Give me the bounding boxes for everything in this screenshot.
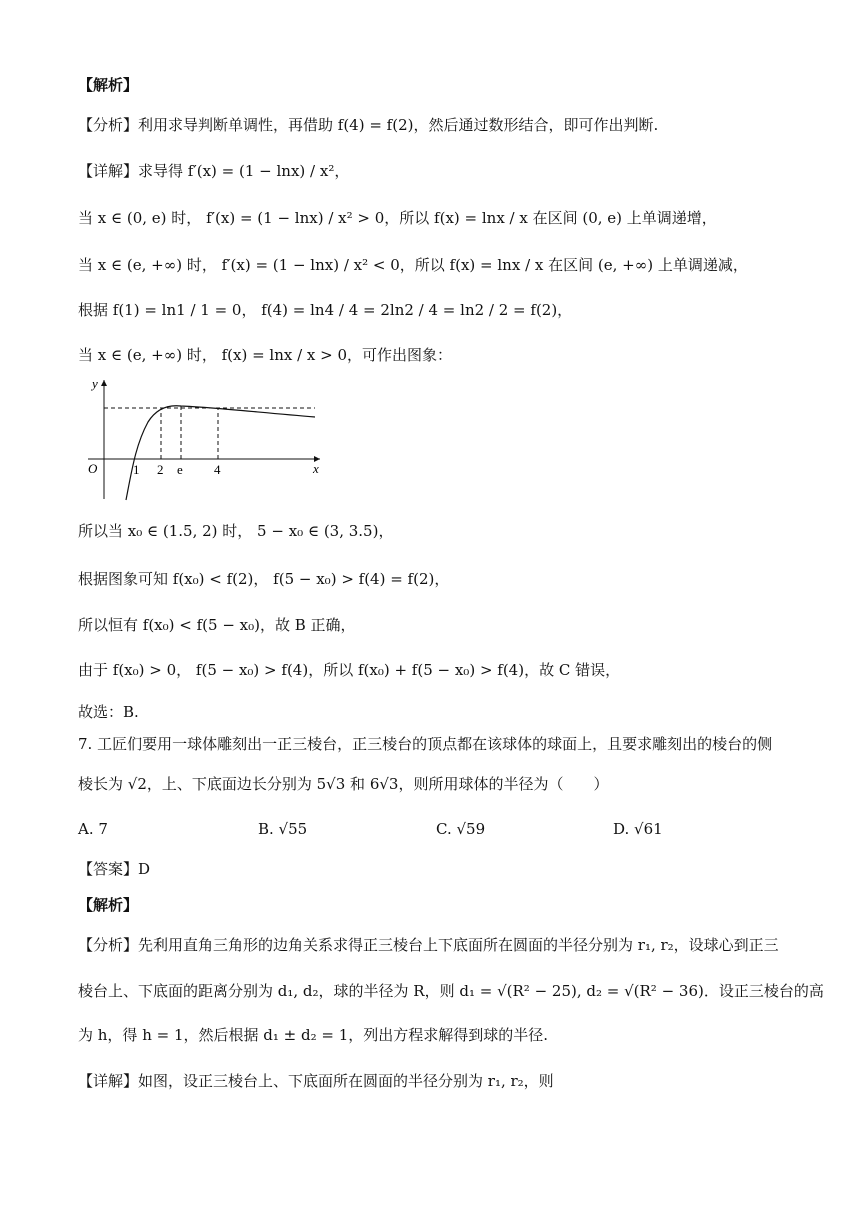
question-7-line2: 棱长为 √2，上、下底面边长分别为 5√3 和 6√3，则所用球体的半径为（ ） xyxy=(78,775,609,793)
choice-line: 故选：B. xyxy=(78,703,139,721)
interval-line: 所以当 x₀ ∈ (1.5, 2) 时， 5 − x₀ ∈ (3, 3.5)， xyxy=(78,522,394,540)
option-b: B. √55 xyxy=(258,820,308,838)
decreasing-line: 当 x ∈ (e, +∞) 时， f′(x) = (1 − lnx) / x² < 0，所以 f(x) = lnx / x 在区间 (e, +∞) 上单调递减， xyxy=(78,256,748,274)
option-a: A. 7 xyxy=(78,820,108,838)
tick-4: 4 xyxy=(214,462,221,477)
analysis-heading-2: 【解析】 xyxy=(78,896,139,914)
analysis-heading: 【解析】 xyxy=(78,76,139,94)
detail-line-2: 【详解】如图，设正三棱台上、下底面所在圆面的半径分别为 r₁, r₂，则 xyxy=(78,1072,554,1090)
curve xyxy=(126,406,315,500)
conclusion-b-line: 所以恒有 f(x₀) < f(5 − x₀)，故 B 正确， xyxy=(78,616,356,634)
comparison-line: 根据图象可知 f(x₀) < f(2)， f(5 − x₀) > f(4) = f(2)， xyxy=(78,570,450,588)
tick-2: 2 xyxy=(157,462,164,477)
values-line: 根据 f(1) = ln1 / 1 = 0， f(4) = ln4 / 4 = 2ln2 / 4 = ln2 / 2 = f(2)， xyxy=(78,301,573,319)
analysis-text-2-line3: 为 h，得 h = 1，然后根据 d₁ ± d₂ = 1，列出方程求解得到球的半径. xyxy=(78,1026,549,1044)
question-7-line1: 7. 工匠们要用一球体雕刻出一正三棱台，正三棱台的顶点都在该球体的球面上，且要求雕刻出的棱台的侧 xyxy=(78,735,773,753)
y-label: y xyxy=(92,376,98,391)
derivative-line: 【详解】求导得 f′(x) = (1 − lnx) / x²， xyxy=(78,162,350,180)
tick-1: 1 xyxy=(133,462,140,477)
function-graph xyxy=(80,374,340,504)
positive-line: 当 x ∈ (e, +∞) 时， f(x) = lnx / x > 0，可作出图象： xyxy=(78,346,453,364)
origin-label: O xyxy=(88,461,98,476)
option-d: D. √61 xyxy=(613,820,663,838)
analysis-text-2-line2: 棱台上、下底面的距离分别为 d₁, d₂，球的半径为 R，则 d₁ = √(R² − 25), d₂ = √(R² − 36)．设正三棱台的高 xyxy=(78,982,824,1000)
option-c: C. √59 xyxy=(436,820,486,838)
x-label: x xyxy=(313,461,319,476)
tick-e: e xyxy=(177,462,183,477)
increasing-line: 当 x ∈ (0, e) 时， f′(x) = (1 − lnx) / x² > 0，所以 f(x) = lnx / x 在区间 (0, e) 上单调递增， xyxy=(78,209,717,227)
answer-line: 【答案】D xyxy=(78,860,151,878)
analysis-text-2-line1: 【分析】先利用直角三角形的边角关系求得正三棱台上下底面所在圆面的半径分别为 r₁, r₂，设球心到正三 xyxy=(78,936,779,954)
conclusion-c-line: 由于 f(x₀) > 0， f(5 − x₀) > f(4)，所以 f(x₀) + f(5 − x₀) > f(4)，故 C 错误， xyxy=(78,661,621,679)
analysis-text: 【分析】利用求导判断单调性，再借助 f(4) = f(2)，然后通过数形结合，即可作出判断. xyxy=(78,116,659,134)
